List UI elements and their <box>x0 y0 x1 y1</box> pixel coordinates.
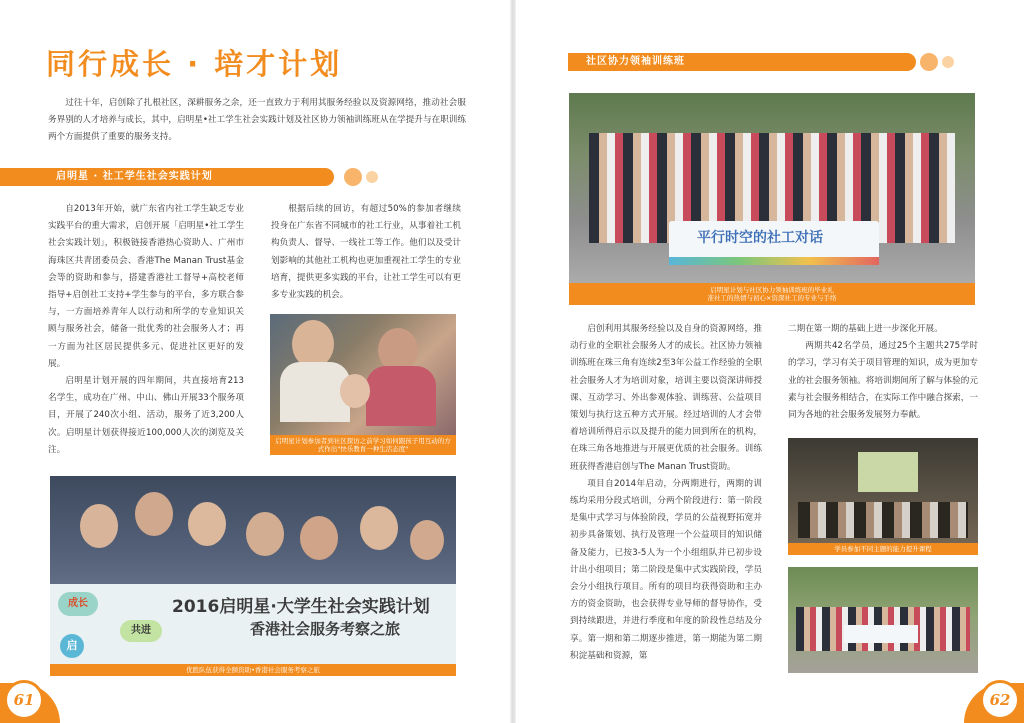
section-bar-leadership <box>568 53 916 71</box>
decor-dot-small <box>942 56 954 68</box>
photo-student-group <box>50 476 456 676</box>
person-shape <box>188 502 226 546</box>
banner <box>50 584 456 666</box>
projection-screen <box>858 452 918 492</box>
page-title: 同行成长 · 培才计划 <box>46 47 343 81</box>
banner-main-text: 2016启明星·大学生社会实践计划 <box>172 597 430 617</box>
decor-dot <box>920 53 938 71</box>
photo-outdoor-group <box>788 567 978 673</box>
photo-caption: 学员参加不同主题的能力提升课程 <box>788 543 978 555</box>
right-column-1: 启创利用其服务经验以及自身的资源网络，推动行业的全职社会服务人才的成长。社区协力领袖训练班在珠三角有连续2至3年公益工作经验的全职社会服务人才为培训对象，培训主要以资深讲师授课、互动学习、外出参观体验、训练营、公益项目策划与执行这五种方式开展。经过培训的人才会带着培训所得启示以及提升的能力回到所在的机构，在珠三角各地推进与开展更优质的社会服务。训练班获得香港启创与The Manan Trust资助。 项目自2014年启动，分两期进行，两期的训练均采用分段式培训，分两个阶段进行：第一阶段是集中式学习与体验阶段，学员的公益视野拓宽并初步具备策划、执行及管理一个公益项目的知识储备及能力，已按3-5人为一个小组组队并已初步设计出小组项目；第二阶段是集中式实践阶段，学员会分小组执行项目。所有的项目均获得资助和主办方的资金资助，也会获得专业导师的督导协作，受到持续跟进，并进行季度和年度的阶段性总结及分享。第一期和第二期逐步推进，第一期能为第二期积淀基础和资源，第 <box>570 324 762 661</box>
person-shape <box>246 512 284 556</box>
section-title: 社区协力领袖训练班 <box>586 56 685 67</box>
page-number-right: 62 <box>980 680 1020 720</box>
banner <box>844 625 918 643</box>
page-number-left: 61 <box>4 680 44 720</box>
left-column-2: 根据后续的回访，有超过50%的参加者继续投身在广东省不同城市的社工行业，从事着社工机构负责人、督导、一线社工等工作。他们以及受计划影响的其他社工机构也更加重视社工学生的专业培育，提供更多实践的平台，让社工学生可以有更多专业实践的机会。 <box>271 204 461 301</box>
section-bar-qimingxing <box>0 168 334 186</box>
decor-dot-small <box>366 171 378 183</box>
person-shape <box>410 520 444 560</box>
person-body-shape <box>366 366 436 426</box>
person-shape <box>80 504 118 548</box>
page-gutter <box>510 0 516 723</box>
photo-caption: 启明星计划与社区协力领袖训练班的毕业礼 准社工的热情与初心×资深社工的专业与手络 <box>569 283 975 305</box>
crowd-shape <box>798 502 968 538</box>
person-shape <box>300 516 338 560</box>
right-column-2: 二期在第一期的基础上进一步深化开展。 两期共42名学员，通过25个主题共275学时的学习，学习有关于项目管理的知识，成为更加专业的社会服务领袖。将培训期间所了解与体验的元素与社会服务相结合，在实际工作中融合探索，一同为各地的社会服务发展努力奉献。 <box>788 324 978 421</box>
banner-tag-growth: 成长 <box>58 592 98 616</box>
banner-sub-text: 香港社会服务考察之旅 <box>250 620 401 638</box>
decor-dot <box>344 168 362 186</box>
intro-paragraph: 过往十年，启创除了扎根社区，深耕服务之余，还一直致力于利用其服务经验以及资源网络，推动社会服务界别的人才培养与成长，其中，启明星•社工学生社会实践计划及社区协力领袖训练班从在学提升与在职训练两个方面提供了重要的服务支持。 <box>48 98 466 143</box>
photo-children-activity <box>270 314 456 455</box>
banner <box>669 221 879 265</box>
person-shape <box>292 320 334 368</box>
section-title: 启明星 · 社工学生社会实践计划 <box>56 171 213 182</box>
photo-training-class <box>788 438 978 555</box>
left-column-1: 自2013年开始，就广东省内社工学生缺乏专业实践平台的重大需求，启创开展「启明星•社工学生社会实践计划」，积极链接香港热心资助人、广州市海珠区共青团委员会、香港The Manan Trust基金会等的资助和参与，搭建香港社工督导+高校老师指导+启创社工支持+学生参与的平台，多方联合参与，一方面培养青年人以行动和所学的专业知识关顾与服务社会，储备一批优秀的社会服务人才；再一方面为社区居民提供多元、促进社区更好的发展。 启明星计划开展的四年期间，共直接培育213名学生，成功在广州、中山、佛山开展33个服务项目，开展了240次小组、活动，服务了近3,200人次。启明星计划获得接近100,000人次的浏览及关注。 <box>48 204 244 455</box>
photo-caption: 优胜队伍获得全额资助•香港社会服务考察之旅 <box>50 664 456 676</box>
banner-tag-together: 共进 <box>120 620 162 642</box>
banner-main-text: 平行时空的社工对话 <box>697 230 823 246</box>
photo-caption: 启明星计划参加者到社区探访之前学习如何跟孩子用互动的方式作出"快乐教育一种生活态度" <box>270 435 456 455</box>
person-shape <box>135 492 173 536</box>
person-shape <box>360 506 398 550</box>
banner-logo: 启 <box>60 634 84 658</box>
banner-stripe <box>669 257 879 265</box>
child-shape <box>340 374 370 408</box>
photo-graduation-group <box>569 93 975 305</box>
